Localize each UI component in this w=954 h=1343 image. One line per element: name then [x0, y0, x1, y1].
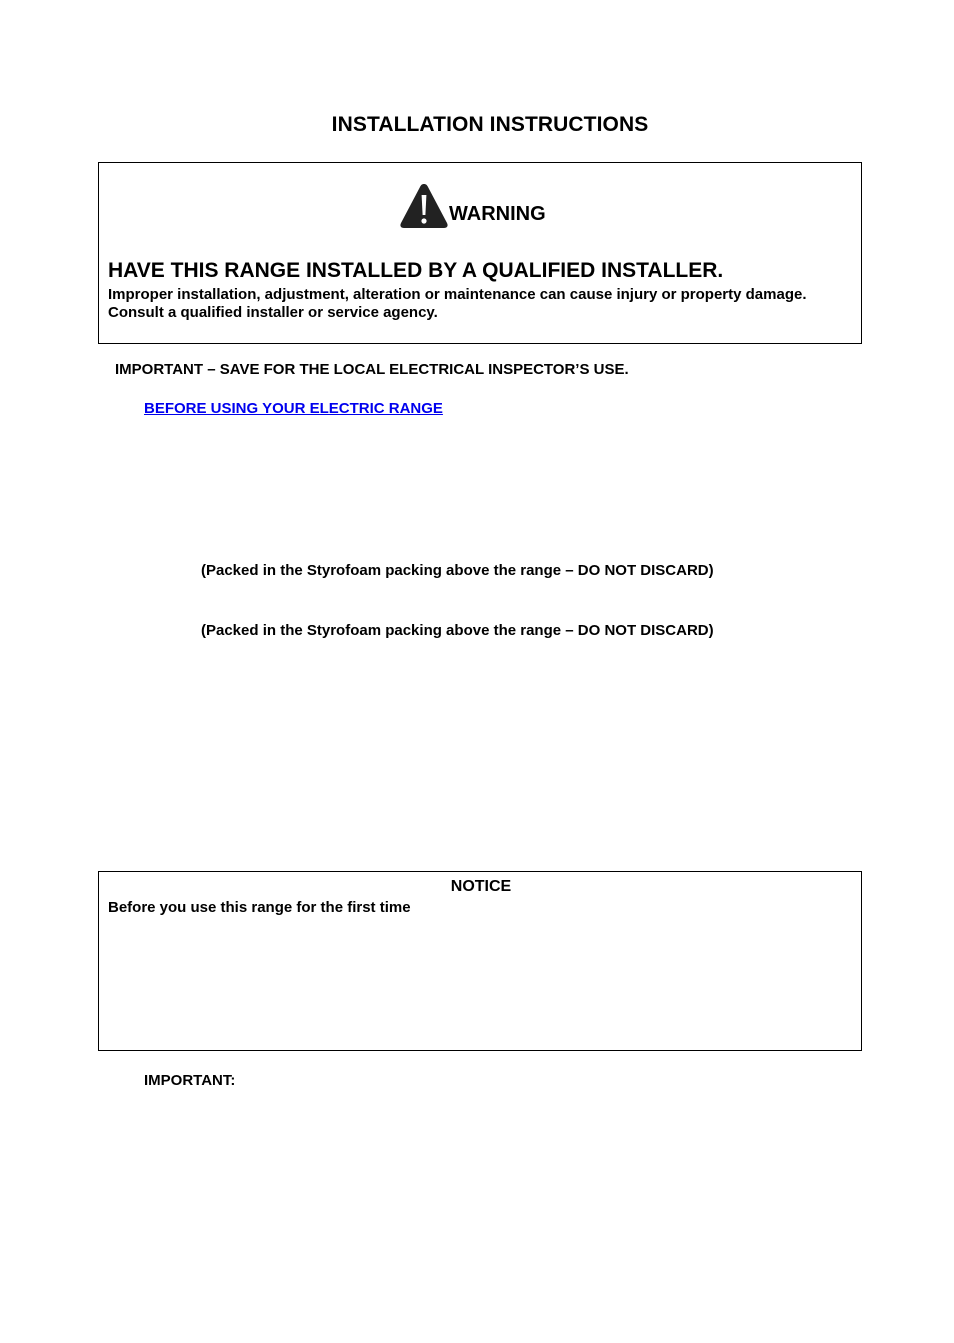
- warning-triangle-icon: [399, 182, 449, 230]
- warning-header: [399, 180, 546, 230]
- warning-label: WARNING: [449, 203, 546, 225]
- notice-box: [98, 871, 862, 1051]
- warning-text-line-1: Improper installation, adjustment, alteration or maintenance can cause injury or property damage.: [108, 286, 807, 303]
- warning-text-line-2: Consult a qualified installer or service agency.: [108, 304, 438, 321]
- important-label: IMPORTANT:: [144, 1072, 236, 1089]
- warning-headline: HAVE THIS RANGE INSTALLED BY A QUALIFIED INSTALLER.: [108, 259, 724, 282]
- packed-note-1: (Packed in the Styrofoam packing above the range – DO NOT DISCARD): [201, 562, 714, 579]
- warning-box: [98, 162, 862, 344]
- notice-title: NOTICE: [450, 878, 512, 895]
- before-using-link[interactable]: BEFORE USING YOUR ELECTRIC RANGE: [144, 400, 443, 417]
- important-save-note: IMPORTANT – SAVE FOR THE LOCAL ELECTRICAL INSPECTOR’S USE.: [115, 361, 629, 378]
- packed-note-2: (Packed in the Styrofoam packing above the range – DO NOT DISCARD): [201, 622, 714, 639]
- notice-text: Before you use this range for the first time: [108, 899, 411, 916]
- page-title: INSTALLATION INSTRUCTIONS: [331, 113, 649, 136]
